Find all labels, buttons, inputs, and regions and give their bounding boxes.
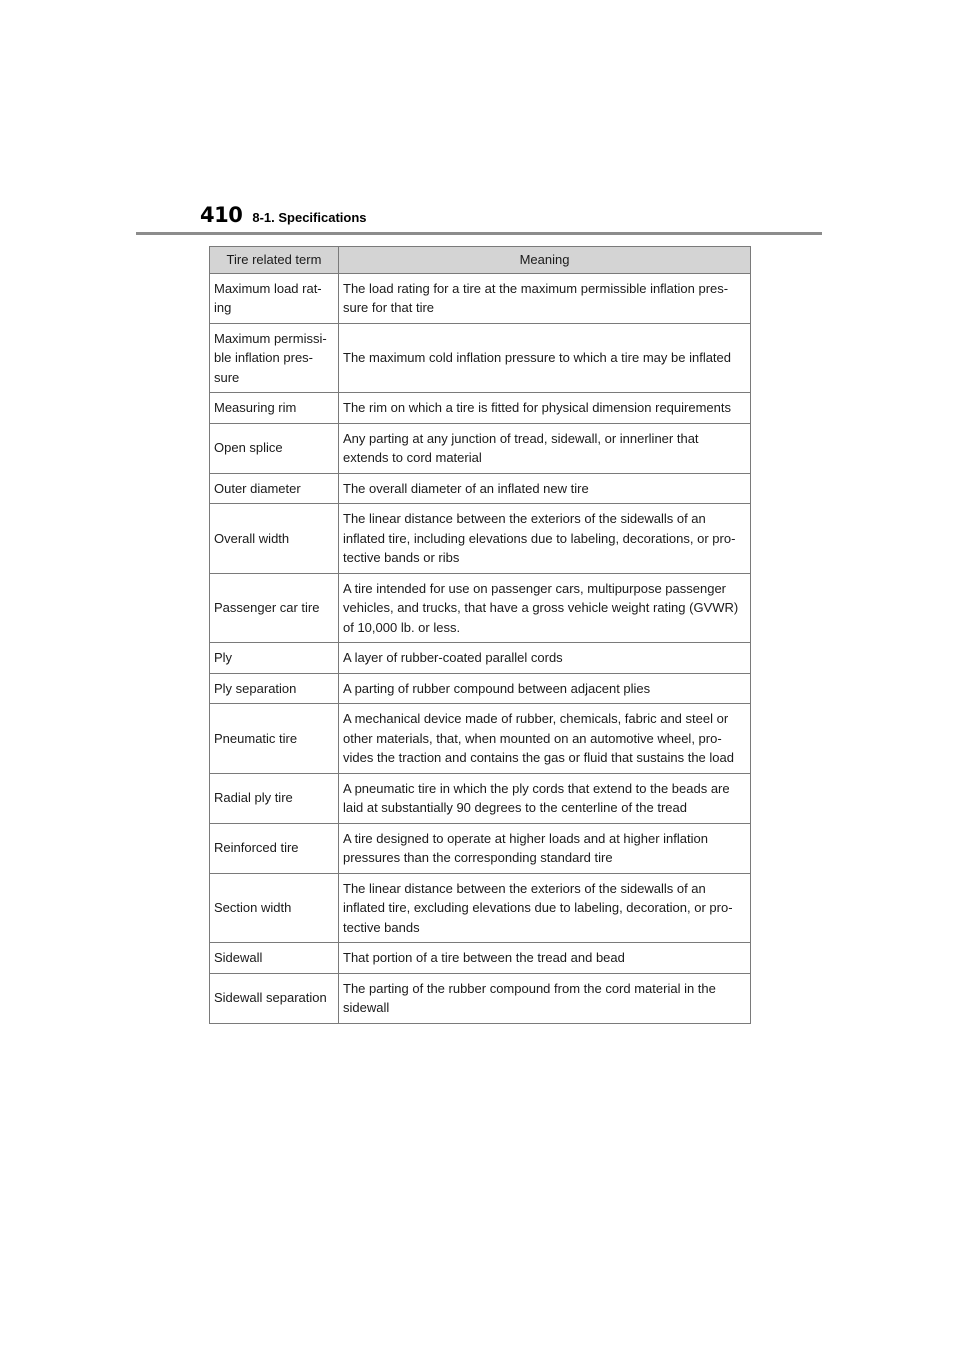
table-row <box>210 773 751 823</box>
term-cell: Pneumatic tire <box>210 704 339 774</box>
meaning-cell: A mechanical device made of rubber, chemicals, fabric and steel or other materials, that, when mounted on an automotive wheel, pro- vides the traction and contains the gas or fluid that sustains the load <box>339 704 751 774</box>
table-row <box>210 943 751 974</box>
meaning-cell: The linear distance between the exteriors of the sidewalls of an inflated tire, including elevations due to labeling, decorations, or pro- tective bands or ribs <box>339 504 751 574</box>
term-cell: Section width <box>210 873 339 943</box>
table-row <box>210 504 751 574</box>
table-body <box>210 273 751 1023</box>
term-cell: Passenger car tire <box>210 573 339 643</box>
meaning-cell: The load rating for a tire at the maximum permissible inflation pres- sure for that tire <box>339 273 751 323</box>
header-divider <box>136 232 822 235</box>
tire-terms-table <box>209 246 751 1024</box>
meaning-cell: A layer of rubber-coated parallel cords <box>339 643 751 674</box>
term-cell: Outer diameter <box>210 473 339 504</box>
section-title: 8-1. Specifications <box>252 210 367 225</box>
table-row <box>210 673 751 704</box>
table-header-row <box>210 247 751 274</box>
term-cell: Sidewall separation <box>210 973 339 1023</box>
term-cell: Measuring rim <box>210 393 339 424</box>
term-cell: Reinforced tire <box>210 823 339 873</box>
term-cell: Ply separation <box>210 673 339 704</box>
table-row <box>210 473 751 504</box>
term-cell: Overall width <box>210 504 339 574</box>
meaning-cell: The parting of the rubber compound from the cord material in the sidewall <box>339 973 751 1023</box>
term-cell: Maximum load rat- ing <box>210 273 339 323</box>
column-header-term: Tire related term <box>210 247 339 274</box>
table-row <box>210 873 751 943</box>
meaning-cell: The rim on which a tire is fitted for physical dimension requirements <box>339 393 751 424</box>
meaning-cell: Any parting at any junction of tread, sidewall, or innerliner that extends to cord material <box>339 423 751 473</box>
term-cell: Ply <box>210 643 339 674</box>
term-cell: Maximum permissi- ble inflation pres- sure <box>210 323 339 393</box>
page-number: 410 <box>200 203 243 227</box>
table-row <box>210 704 751 774</box>
table-row <box>210 973 751 1023</box>
meaning-cell: A parting of rubber compound between adjacent plies <box>339 673 751 704</box>
term-cell: Open splice <box>210 423 339 473</box>
meaning-cell: The linear distance between the exteriors of the sidewalls of an inflated tire, excluding elevations due to labeling, decoration, or pro- tective bands <box>339 873 751 943</box>
meaning-cell: A tire designed to operate at higher loads and at higher inflation pressures than the corresponding standard tire <box>339 823 751 873</box>
table-row <box>210 423 751 473</box>
meaning-cell: The overall diameter of an inflated new tire <box>339 473 751 504</box>
term-cell: Radial ply tire <box>210 773 339 823</box>
meaning-cell: A pneumatic tire in which the ply cords that extend to the beads are laid at substantially 90 degrees to the centerline of the tread <box>339 773 751 823</box>
term-cell: Sidewall <box>210 943 339 974</box>
table-row <box>210 323 751 393</box>
table-row <box>210 573 751 643</box>
column-header-meaning: Meaning <box>339 247 751 274</box>
table-row <box>210 823 751 873</box>
page-header <box>200 203 367 227</box>
table-row <box>210 643 751 674</box>
meaning-cell: The maximum cold inflation pressure to which a tire may be inflated <box>339 323 751 393</box>
meaning-cell: A tire intended for use on passenger cars, multipurpose passenger vehicles, and trucks, that have a gross vehicle weight rating (GVWR) of 10,000 lb. or less. <box>339 573 751 643</box>
table-row <box>210 273 751 323</box>
table-row <box>210 393 751 424</box>
meaning-cell: That portion of a tire between the tread and bead <box>339 943 751 974</box>
